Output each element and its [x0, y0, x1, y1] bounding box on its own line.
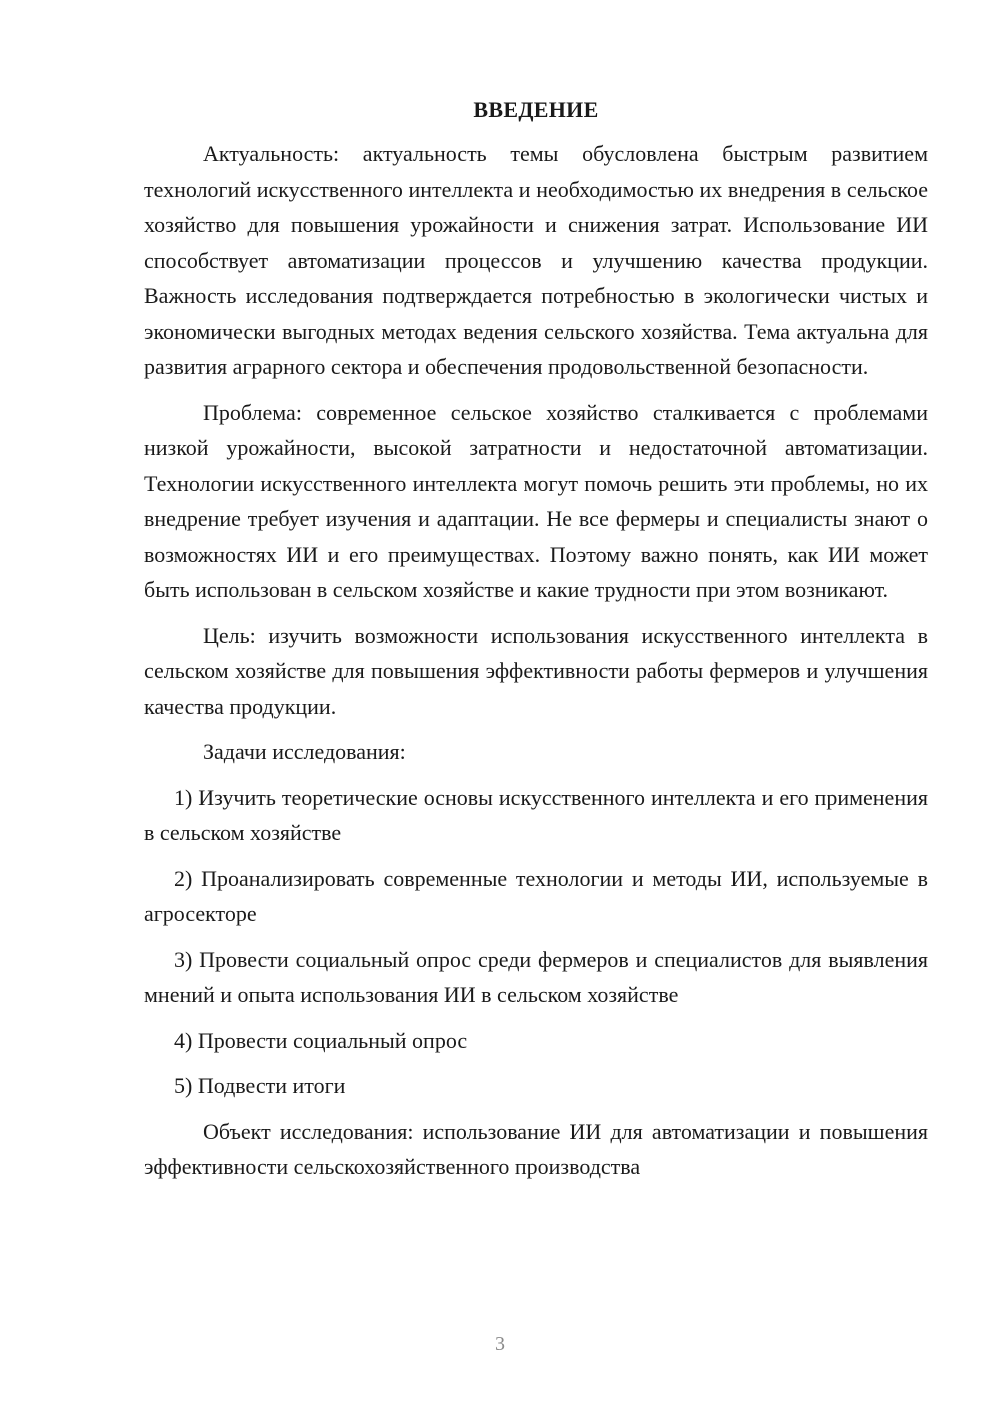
page-content — [144, 92, 928, 1195]
task-item-5: 5) Подвести итоги — [174, 1073, 346, 1098]
tasks-title: Задачи исследования: — [203, 739, 406, 764]
section-heading: ВВЕДЕНИЕ — [473, 97, 599, 122]
page-number: 3 — [495, 1333, 505, 1355]
task-item-2: 2) Проанализировать современные технологии и методы ИИ, используемые в агросекторе — [144, 865, 928, 926]
paragraph-goal: Цель: изучить возможности использования искусственного интеллекта в сельском хозяйстве для повышения эффективности работы фермеров и улучшения качества продукции. — [144, 622, 928, 719]
task-item-3: 3) Провести социальный опрос среди фермеров и специалистов для выявления мнений и опыта использования ИИ в сельском хозяйстве — [144, 946, 928, 1007]
paragraph-object: Объект исследования: использование ИИ для автоматизации и повышения эффективности сельскохозяйственного производства — [144, 1118, 928, 1179]
paragraph-relevance: Актуальность: актуальность темы обусловлена быстрым развитием технологий искусственного интеллекта и необходимостью их внедрения в сельское хозяйство для повышения урожайности и снижения затрат. Использование ИИ способствует автоматизации процессов и улучшению качества продукции. Важность исследования подтверждается потребностью в экологически чистых и экономически выгодных методах ведения сельского хозяйства. Тема актуальна для развития аграрного сектора и обеспечения продовольственной безопасности. — [144, 141, 928, 379]
paragraph-problem: Проблема: современное сельское хозяйство сталкивается с проблемами низкой урожайности, высокой затратности и недостаточной автоматизации. Технологии искусственного интеллекта могут помочь решить эти проблемы, но их внедрение требует изучения и адаптации. Не все фермеры и специалисты знают о возможностях ИИ и его преимуществах. Поэтому важно понять, как ИИ может быть использован в сельском хозяйстве и какие трудности при этом возникают. — [144, 399, 928, 602]
task-item-1: 1) Изучить теоретические основы искусственного интеллекта и его применения в сельском хозяйстве — [144, 784, 928, 845]
task-item-4: 4) Провести социальный опрос — [174, 1027, 468, 1053]
